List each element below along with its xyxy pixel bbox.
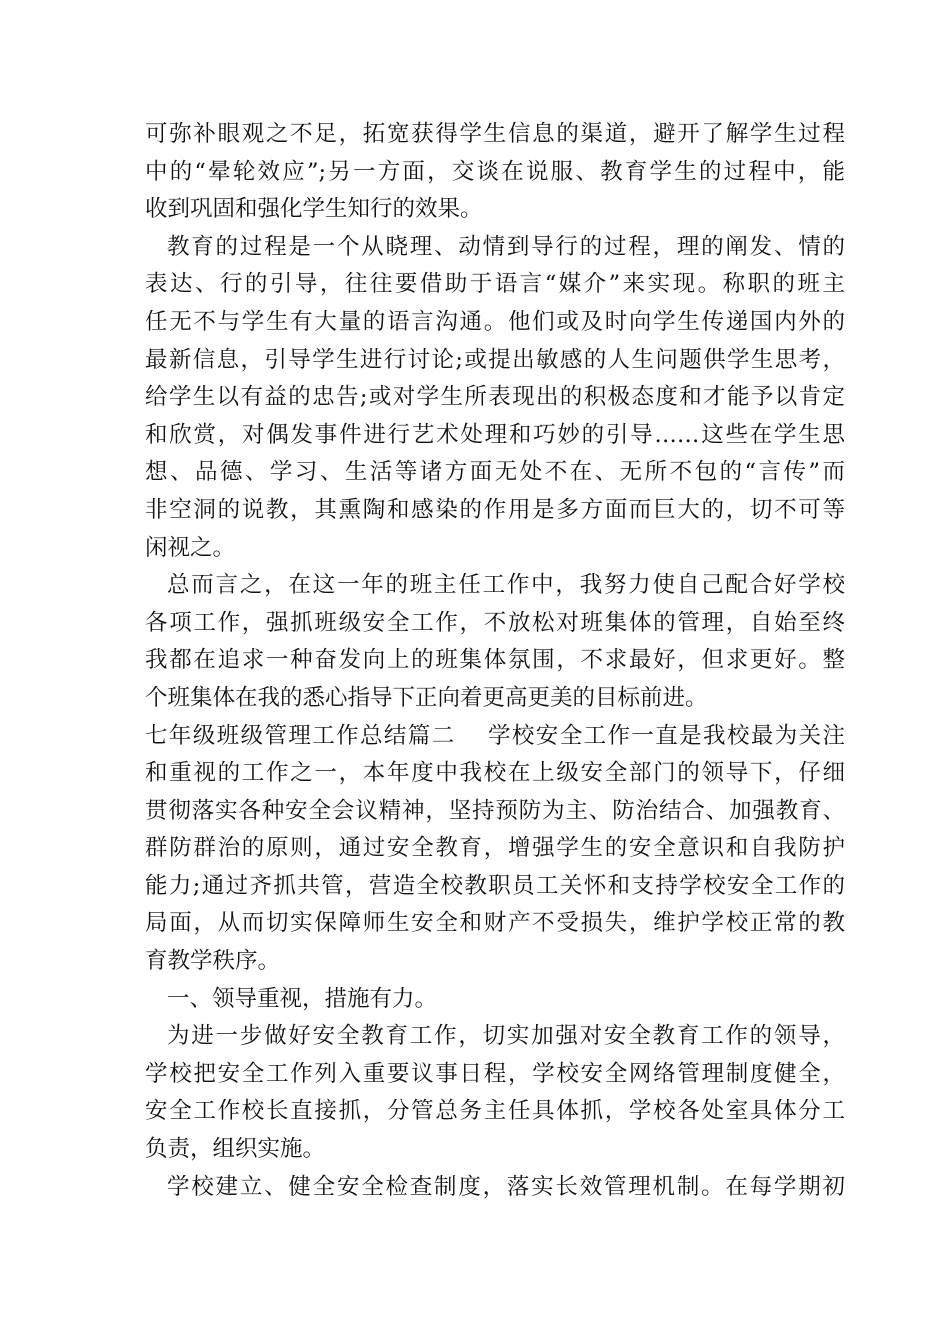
text-line: 局面，从而切实保障师生安全和财产不受损失，维护学校正常的教 xyxy=(145,910,845,937)
text-line: 任无不与学生有大量的语言沟通。他们或及时向学生传递国内外的 xyxy=(145,308,845,335)
text-line: 非空洞的说教，其熏陶和感染的作用是多方面而巨大的，切不可等 xyxy=(145,496,845,523)
text-line: 中的“晕轮效应”;另一方面，交谈在说服、教育学生的过程中，能 xyxy=(145,158,845,185)
text-line: 一、领导重视，措施有力。 xyxy=(167,985,438,1012)
text-line: 想、品德、学习、生活等诸方面无处不在、无所不包的“言传”而 xyxy=(145,459,845,486)
text-line: 闲视之。 xyxy=(145,534,236,561)
text-line: 能力;通过齐抓共管，营造全校教职员工关怀和支持学校安全工作的 xyxy=(145,872,845,899)
text-line: 我都在追求一种奋发向上的班集体氛围，不求最好，但求更好。整 xyxy=(145,647,845,674)
text-line: 表达、行的引导，往往要借助于语言“媒介”来实现。称职的班主 xyxy=(145,271,845,298)
text-line: 群防群治的原则，通过安全教育，增强学生的安全意识和自我防护 xyxy=(145,835,845,862)
text-line: 可弥补眼观之不足，拓宽获得学生信息的渠道，避开了解学生过程 xyxy=(145,121,845,147)
text-line: 总而言之，在这一年的班主任工作中，我努力使自己配合好学校 xyxy=(167,572,845,599)
text-line: 给学生以有益的忠告;或对学生所表现出的积极态度和才能予以肯定 xyxy=(145,384,845,411)
text-line: 育教学秩序。 xyxy=(145,948,281,975)
text-line: 为进一步做好安全教育工作，切实加强对安全教育工作的领导， xyxy=(167,1023,845,1050)
text-line: 负责，组织实施。 xyxy=(145,1136,326,1163)
text-line: 教育的过程是一个从晓理、动情到导行的过程，理的阐发、情的 xyxy=(167,233,845,260)
text-line: 最新信息，引导学生进行讨论;或提出敏感的人生问题供学生思考， xyxy=(145,346,845,373)
text-line: 和重视的工作之一，本年度中我校在上级安全部门的领导下，仔细 xyxy=(145,760,845,787)
text-line: 个班集体在我的悉心指导下正向着更高更美的目标前进。 xyxy=(145,684,708,711)
text-line: 各项工作，强抓班级安全工作，不放松对班集体的管理，自始至终 xyxy=(145,609,845,636)
text-line: 七年级班级管理工作总结篇二 学校安全工作一直是我校最为关注 xyxy=(145,722,845,749)
text-line: 收到巩固和强化学生知行的效果。 xyxy=(145,196,483,223)
document-body xyxy=(145,116,845,1206)
text-line: 学校建立、健全安全检查制度，落实长效管理机制。在每学期初 xyxy=(167,1173,845,1200)
text-line: 和欣赏，对偶发事件进行艺术处理和巧妙的引导……这些在学生思 xyxy=(145,421,845,448)
text-line: 安全工作校长直接抓，分管总务主任具体抓，学校各处室具体分工 xyxy=(145,1098,845,1125)
text-line: 学校把安全工作列入重要议事日程，学校安全网络管理制度健全， xyxy=(145,1060,845,1087)
text-line: 贯彻落实各种安全会议精神，坚持预防为主、防治结合、加强教育、 xyxy=(145,797,845,824)
